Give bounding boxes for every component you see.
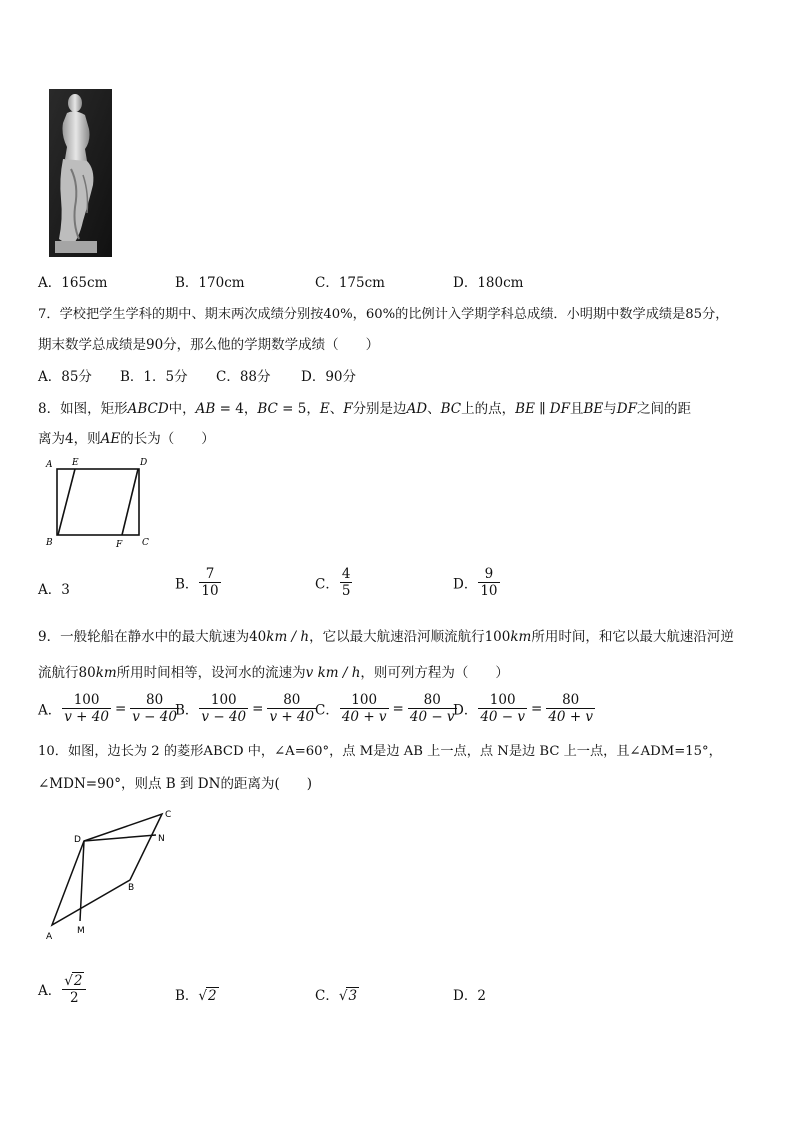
q6-option-c: C．175cm [315, 275, 385, 291]
q8-option-a: A．3 [38, 582, 70, 598]
q9-option-a: A． $\frac{100}{v + 40}$ = $\frac{80}{v - 40}$ [38, 692, 177, 725]
q8-option-d: D． $\frac{9}{10}$ [453, 566, 498, 599]
q8-figure [40, 455, 160, 551]
q8-option-b: B． $\frac{7}{10}$ [175, 566, 219, 599]
q10-label-c: C [165, 810, 172, 820]
q7-option-a: A．85分 [38, 369, 92, 385]
q8-label-c: C [142, 538, 149, 548]
q7-text-line1: 7．学校把学生学科的期中、期末两次成绩分别按40%，60%的比例计入学期学科总成绩．小明期中数学成绩是85分， [38, 307, 729, 322]
q6-option-a: A．165cm [38, 275, 108, 291]
q8-label-d: D [140, 458, 148, 468]
q9-text-line1: 9．一般轮船在静水中的最大航速为40km / h，它以最大航速沿河顺流航行100km所用时间，和它以最大航速沿河逆 [38, 629, 734, 645]
q9-text-line2: 流航行80km所用时间相等，设河水的流速为v km / h，则可列方程为（ ） [38, 665, 509, 681]
q7-option-b: B．1．5分 [120, 369, 188, 385]
q10-segment-dm [80, 841, 84, 921]
q8-segment-df [122, 469, 138, 535]
q10-rhombus [52, 814, 162, 925]
q8-text-line1: 8．如图，矩形ABCD中，AB = 4，BC = 5，E、F分别是边AD、BC上的点，BE ∥ DF且BE与DF之间的距 [38, 401, 691, 417]
q8-rectangle [57, 469, 139, 535]
q10-label-b: B [128, 883, 135, 893]
q10-label-a: A [46, 932, 53, 942]
q10-option-d: D．2 [453, 988, 486, 1004]
q10-option-a: A． $\frac{√2}{2}$ [38, 972, 87, 1006]
q9-option-d: D． $\frac{100}{40 - v}$ = $\frac{80}{40 + v}$ [453, 692, 594, 725]
q9-option-b: B． $\frac{100}{v - 40}$ = $\frac{80}{v + 40}$ [175, 692, 315, 725]
q10-text-line1: 10．如图，边长为 2 的菱形ABCD 中，∠A=60°，点 M是边 AB 上一点，点 N是边 BC 上一点，且∠ADM=15°， [38, 744, 722, 759]
q7-option-c: C．88分 [216, 369, 271, 385]
q10-option-c: C．√3 [315, 988, 358, 1004]
q10-figure [40, 806, 180, 946]
q8-label-a: A [46, 460, 53, 470]
q7-text-line2: 期末数学总成绩是90分，那么他的学期数学成绩（ ） [38, 337, 380, 353]
q8-label-e: E [72, 458, 79, 468]
q7-option-d: D．90分 [301, 369, 357, 385]
q8-label-f: F [116, 540, 123, 550]
q10-label-d: D [74, 835, 81, 845]
q6-option-d: D．180cm [453, 275, 524, 291]
q8-option-c: C． $\frac{4}{5}$ [315, 566, 351, 599]
statue-photo [49, 89, 112, 257]
q9-option-c: C． $\frac{100}{40 + v}$ = $\frac{80}{40 - v}$ [315, 692, 455, 725]
q10-text-line2: ∠MDN=90°，则点 B 到 DN的距离为( ) [38, 776, 312, 792]
q10-label-m: M [77, 926, 85, 936]
q8-text-line2: 离为4，则AE的长为（ ） [38, 431, 215, 447]
q8-label-b: B [46, 538, 53, 548]
q10-option-b: B．√2 [175, 988, 217, 1004]
q6-option-b: B．170cm [175, 275, 245, 291]
q8-segment-be [58, 469, 75, 535]
q10-label-n: N [158, 834, 165, 844]
